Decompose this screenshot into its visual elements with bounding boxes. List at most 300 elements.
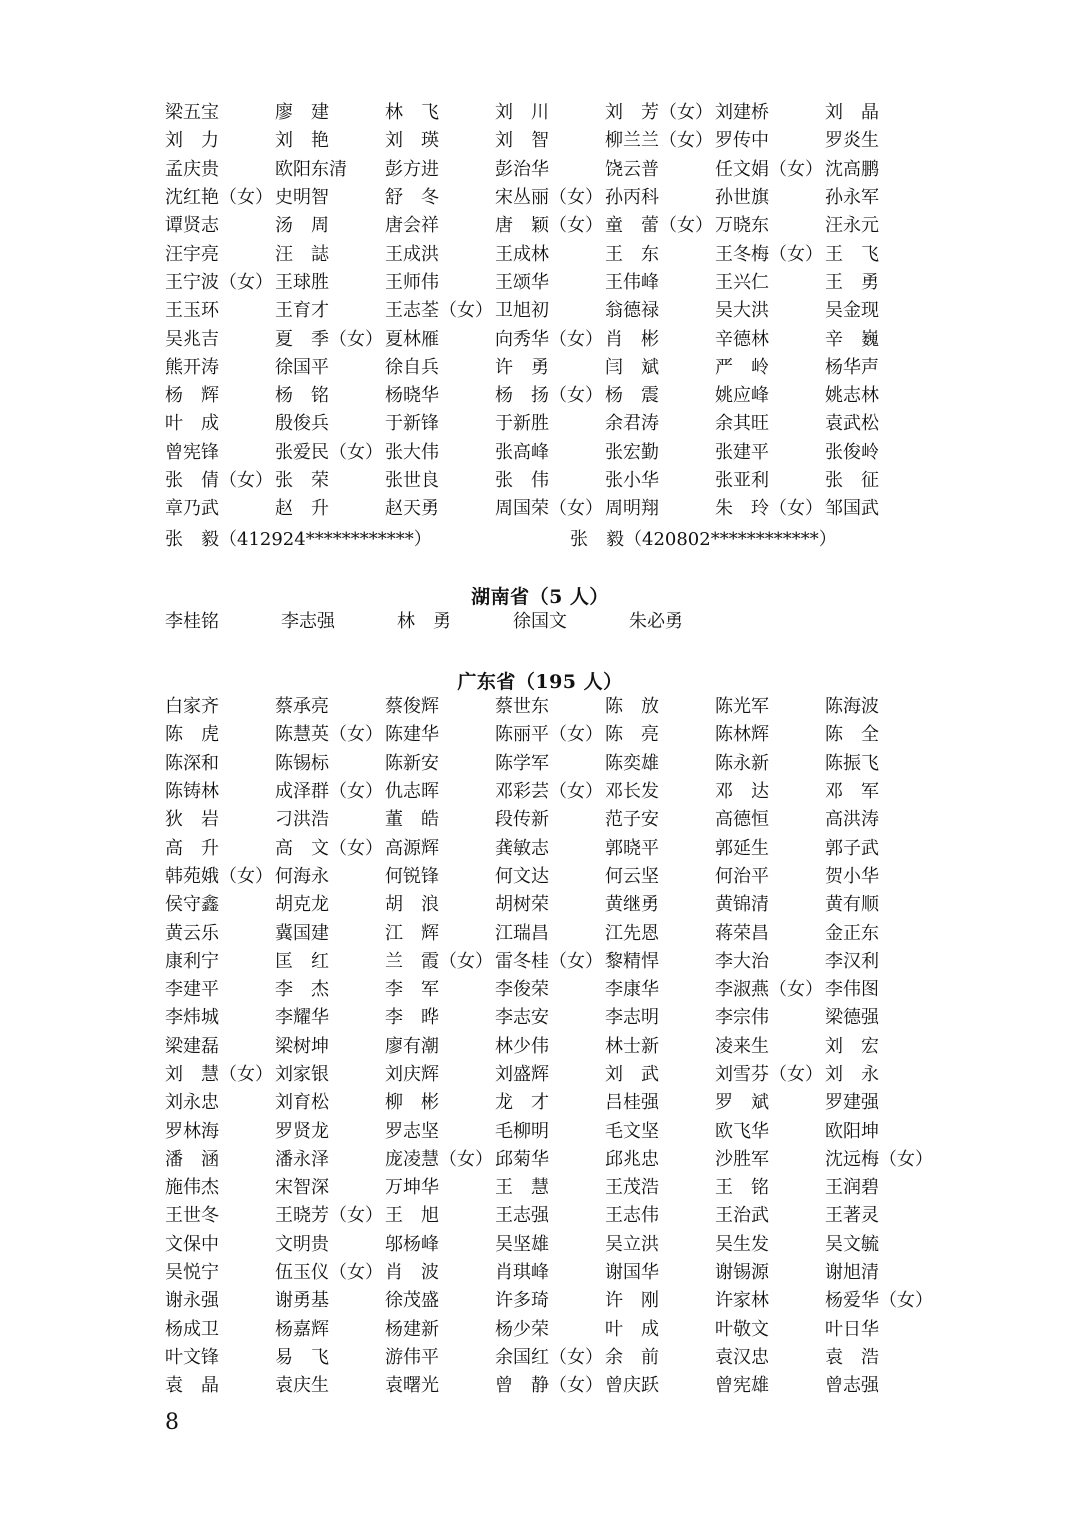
name-cell: 庞凌慧（女） (385, 1148, 493, 1170)
name-cell: 许多琦 (495, 1290, 549, 1312)
name-cell: 陈永新 (715, 752, 769, 774)
name-row (165, 127, 935, 155)
name-cell: 史明智 (275, 187, 329, 209)
name-cell: 邓 军 (825, 781, 879, 803)
name-cell: 胡 浪 (385, 894, 439, 916)
name-cell: 汪 誌 (275, 243, 329, 265)
name-cell: 刘 智 (495, 130, 549, 152)
name-cell: 王宁波（女） (165, 271, 273, 293)
name-cell: 邓 达 (715, 781, 769, 803)
name-cell: 李汉利 (825, 950, 879, 972)
name-cell: 康利宁 (165, 950, 219, 972)
name-cell: 林 飞 (385, 102, 439, 124)
name-cell: 吴大洪 (715, 300, 769, 322)
name-cell: 刘 慧（女） (165, 1064, 273, 1085)
name-cell: 邱菊华 (495, 1148, 549, 1170)
name-cell: 陈 亮 (605, 724, 659, 746)
name-cell: 张世良 (385, 470, 439, 491)
name-cell: 翁德禄 (605, 300, 659, 322)
name-cell: 王志强 (495, 1205, 549, 1227)
name-cell: 杨成卫 (165, 1318, 219, 1340)
name-cell: 刘育松 (275, 1092, 329, 1114)
name-cell: 梁树坤 (275, 1035, 329, 1057)
name-cell: 陈锡标 (275, 752, 329, 774)
name-row (165, 269, 935, 297)
name-row (165, 495, 935, 523)
name-row (165, 806, 935, 834)
name-cell: 余君涛 (605, 413, 659, 435)
name-cell: 杨晓华 (385, 385, 439, 407)
name-cell: 朱 玲（女） (715, 498, 823, 520)
name-cell: 何云坚 (605, 865, 659, 887)
name-cell: 王球胜 (275, 271, 329, 293)
name-list-section-2 (165, 608, 935, 636)
name-cell: 欧飞华 (715, 1120, 769, 1142)
special-entry-2: 张 毅（420802************） (570, 529, 837, 550)
name-cell: 游伟平 (385, 1346, 439, 1368)
name-cell: 吴悦宁 (165, 1262, 219, 1284)
name-cell: 殷俊兵 (275, 413, 329, 435)
name-row (165, 156, 935, 184)
name-cell: 唐会祥 (385, 215, 439, 237)
name-cell: 杨华声 (825, 356, 879, 378)
name-cell: 杨爱华（女） (825, 1290, 933, 1312)
name-cell: 王成林 (495, 243, 549, 265)
name-cell: 李 军 (385, 979, 439, 1001)
name-cell: 罗 斌 (715, 1092, 769, 1114)
name-cell: 沈远梅（女） (825, 1148, 933, 1170)
name-cell: 高 升 (165, 837, 219, 859)
name-cell: 文明贵 (275, 1233, 329, 1255)
name-cell: 侯守鑫 (165, 894, 219, 916)
name-cell: 谭贤志 (165, 215, 219, 237)
name-cell: 徐国平 (275, 356, 329, 378)
name-cell: 李耀华 (275, 1007, 329, 1029)
name-cell: 潘 涵 (165, 1148, 219, 1170)
name-cell: 辛德林 (715, 328, 769, 350)
name-cell: 王成洪 (385, 243, 439, 265)
name-row (165, 1287, 935, 1315)
name-cell: 王晓芳（女） (275, 1205, 383, 1227)
name-cell: 张 征 (825, 470, 879, 491)
name-cell: 廖 建 (275, 102, 329, 124)
name-cell: 张俊岭 (825, 441, 879, 463)
name-cell: 李康华 (605, 979, 659, 1001)
name-cell: 宋丛丽（女） (495, 187, 603, 209)
name-row (165, 834, 935, 862)
name-cell: 叶文锋 (165, 1346, 219, 1368)
section-heading-guangdong: 广东省（195 人） (457, 671, 623, 693)
name-cell: 邓彩芸（女） (495, 781, 603, 803)
name-cell: 孙永军 (825, 187, 879, 209)
name-cell: 舒 冬 (385, 187, 439, 209)
name-cell: 柳兰兰（女） (605, 130, 713, 152)
name-row (165, 1033, 935, 1061)
name-cell: 汪永元 (825, 215, 879, 237)
name-cell: 刘永忠 (165, 1092, 219, 1114)
name-cell: 江 辉 (385, 922, 439, 944)
name-cell: 黎精悍 (605, 950, 659, 972)
name-row (165, 1202, 935, 1230)
name-cell: 闫 斌 (605, 356, 659, 378)
name-cell: 徐茂盛 (385, 1290, 439, 1312)
name-cell: 李 晔 (385, 1007, 439, 1029)
name-cell: 肖 彬 (605, 328, 659, 350)
name-cell: 王 旭 (385, 1205, 439, 1227)
name-cell: 余 前 (605, 1346, 659, 1368)
name-cell: 杨建新 (385, 1318, 439, 1340)
name-cell: 高 文（女） (275, 837, 383, 859)
name-cell: 吴坚雄 (495, 1233, 549, 1255)
name-cell: 陈丽平（女） (495, 724, 603, 746)
name-cell: 王 东 (605, 243, 659, 265)
name-cell: 陈奕雄 (605, 752, 659, 774)
name-cell: 龚敏志 (495, 837, 549, 859)
name-cell: 沈红艳（女） (165, 187, 273, 209)
name-cell: 邱兆忠 (605, 1148, 659, 1170)
name-cell: 吴兆吉 (165, 328, 219, 350)
name-cell: 易 飞 (275, 1346, 329, 1368)
name-cell: 王育才 (275, 300, 329, 322)
name-row (165, 1372, 935, 1400)
name-cell: 李桂铭 (165, 611, 219, 633)
name-row (165, 778, 935, 806)
name-cell: 曾宪锋 (165, 441, 219, 463)
name-cell: 陈 全 (825, 724, 879, 746)
name-cell: 余国红（女） (495, 1346, 603, 1368)
name-cell: 成泽群（女） (275, 781, 383, 803)
name-cell: 任文娟（女） (715, 158, 823, 180)
name-cell: 罗志坚 (385, 1120, 439, 1142)
name-cell: 汤 周 (275, 215, 329, 237)
name-row (165, 721, 935, 749)
name-cell: 张宏勤 (605, 441, 659, 463)
name-cell: 杨 铭 (275, 385, 329, 407)
name-cell: 万晓东 (715, 215, 769, 237)
name-cell: 王 飞 (825, 243, 879, 265)
name-cell: 冀国建 (275, 922, 329, 944)
name-cell: 熊开涛 (165, 356, 219, 378)
name-cell: 徐国文 (513, 611, 567, 633)
name-cell: 袁 浩 (825, 1346, 879, 1368)
name-cell: 张 伟 (495, 470, 549, 491)
name-cell: 江先恩 (605, 922, 659, 944)
name-cell: 吴文毓 (825, 1233, 879, 1255)
name-cell: 陈建华 (385, 724, 439, 746)
name-cell: 杨 震 (605, 385, 659, 407)
name-cell: 李俊荣 (495, 979, 549, 1001)
name-cell: 林少伟 (495, 1035, 549, 1057)
name-cell: 刁洪浩 (275, 809, 329, 831)
name-cell: 曾 静（女） (495, 1375, 603, 1397)
name-cell: 陈铸林 (165, 781, 219, 803)
name-cell: 何文达 (495, 865, 549, 887)
name-cell: 肖琪峰 (495, 1262, 549, 1284)
name-cell: 杨 扬（女） (495, 385, 603, 407)
name-cell: 李炜城 (165, 1007, 219, 1029)
name-row (165, 354, 935, 382)
name-cell: 柳 彬 (385, 1092, 439, 1114)
name-cell: 刘 川 (495, 102, 549, 124)
name-cell: 江瑞昌 (495, 922, 549, 944)
name-cell: 王颂华 (495, 271, 549, 293)
name-cell: 辛 巍 (825, 328, 879, 350)
name-cell: 夏 季（女） (275, 328, 383, 350)
name-cell: 王著灵 (825, 1205, 879, 1227)
name-cell: 何海永 (275, 865, 329, 887)
name-cell: 彭方进 (385, 158, 439, 180)
name-cell: 许家林 (715, 1290, 769, 1312)
name-cell: 兰 霞（女） (385, 950, 493, 972)
name-cell: 白家齐 (165, 696, 219, 718)
name-cell: 蔡俊辉 (385, 696, 439, 718)
name-cell: 刘家银 (275, 1064, 329, 1085)
name-cell: 杨嘉辉 (275, 1318, 329, 1340)
name-cell: 于新锋 (385, 413, 439, 435)
name-cell: 张 倩（女） (165, 470, 273, 491)
name-cell: 罗林海 (165, 1120, 219, 1142)
name-cell: 龙 才 (495, 1092, 549, 1114)
name-cell: 林 勇 (397, 611, 451, 633)
name-cell: 罗传中 (715, 130, 769, 152)
name-cell: 袁庆生 (275, 1375, 329, 1397)
name-cell: 陈深和 (165, 752, 219, 774)
name-cell: 罗炎生 (825, 130, 879, 152)
name-cell: 陈海波 (825, 696, 879, 718)
name-cell: 仇志晖 (385, 781, 439, 803)
name-cell: 梁五宝 (165, 102, 219, 124)
name-cell: 金正东 (825, 922, 879, 944)
name-cell: 吴金现 (825, 300, 879, 322)
name-cell: 王茂浩 (605, 1177, 659, 1199)
name-cell: 张小华 (605, 470, 659, 491)
name-cell: 卫旭初 (495, 300, 549, 322)
name-cell: 杨少荣 (495, 1318, 549, 1340)
name-row (165, 891, 935, 919)
name-cell: 曾宪雄 (715, 1375, 769, 1397)
name-cell: 许 刚 (605, 1290, 659, 1312)
name-cell: 高德恒 (715, 809, 769, 831)
name-cell: 吕桂强 (605, 1092, 659, 1114)
name-row (165, 382, 935, 410)
name-cell: 文保中 (165, 1233, 219, 1255)
name-cell: 陈慧英（女） (275, 724, 383, 746)
name-row (165, 439, 935, 467)
name-cell: 黄锦清 (715, 894, 769, 916)
name-cell: 童 蕾（女） (605, 215, 713, 237)
name-cell: 严 岭 (715, 356, 769, 378)
name-cell: 毛文坚 (605, 1120, 659, 1142)
name-cell: 饶云普 (605, 158, 659, 180)
name-cell: 袁曙光 (385, 1375, 439, 1397)
name-cell: 彭治华 (495, 158, 549, 180)
name-cell: 向秀华（女） (495, 328, 603, 350)
name-cell: 徐自兵 (385, 356, 439, 378)
name-cell: 张亚利 (715, 470, 769, 491)
name-cell: 陈新安 (385, 752, 439, 774)
name-cell: 韩苑娥（女） (165, 865, 273, 887)
name-cell: 黄云乐 (165, 922, 219, 944)
name-cell: 万坤华 (385, 1177, 439, 1199)
name-cell: 梁德强 (825, 1007, 879, 1029)
name-row (165, 1089, 935, 1117)
name-cell: 叶日华 (825, 1318, 879, 1340)
name-cell: 王世冬 (165, 1205, 219, 1227)
name-row (165, 863, 935, 891)
name-cell: 汪宇亮 (165, 243, 219, 265)
name-cell: 刘 晶 (825, 102, 879, 124)
name-cell: 孙丙科 (605, 187, 659, 209)
name-cell: 何锐锋 (385, 865, 439, 887)
name-cell: 姚志林 (825, 385, 879, 407)
name-cell: 陈 虎 (165, 724, 219, 746)
name-cell: 罗贤龙 (275, 1120, 329, 1142)
name-row (165, 184, 935, 212)
name-cell: 王志伟 (605, 1205, 659, 1227)
name-cell: 袁武松 (825, 413, 879, 435)
name-cell: 张大伟 (385, 441, 439, 463)
name-cell: 唐 颖（女） (495, 215, 603, 237)
name-row (165, 297, 935, 325)
name-cell: 凌来生 (715, 1035, 769, 1057)
name-cell: 刘建桥 (715, 102, 769, 124)
name-cell: 林士新 (605, 1035, 659, 1057)
name-cell: 董 皓 (385, 809, 439, 831)
name-cell: 袁汉忠 (715, 1346, 769, 1368)
name-row (165, 693, 935, 721)
name-cell: 谢旭清 (825, 1262, 879, 1284)
name-cell: 曾庆跃 (605, 1375, 659, 1397)
name-cell: 于新胜 (495, 413, 549, 435)
name-list-section-1 (165, 99, 935, 523)
name-list-section-3 (165, 693, 935, 1400)
name-row (165, 919, 935, 947)
name-cell: 刘盛辉 (495, 1064, 549, 1085)
name-cell: 宋智深 (275, 1177, 329, 1199)
name-row (165, 948, 935, 976)
name-cell: 刘 永 (825, 1064, 879, 1085)
name-cell: 周明翔 (605, 498, 659, 520)
name-cell: 张爱民（女） (275, 441, 383, 463)
name-cell: 王志荃（女） (385, 300, 493, 322)
name-cell: 吴立洪 (605, 1233, 659, 1255)
name-cell: 李大治 (715, 950, 769, 972)
name-cell: 段传新 (495, 809, 549, 831)
name-cell: 沈高鹏 (825, 158, 879, 180)
name-cell: 李志强 (281, 611, 335, 633)
name-cell: 陈学军 (495, 752, 549, 774)
name-row (165, 1259, 935, 1287)
name-cell: 匡 红 (275, 950, 329, 972)
name-row (165, 1316, 935, 1344)
name-cell: 赵天勇 (385, 498, 439, 520)
name-cell: 高源辉 (385, 837, 439, 859)
name-cell: 王师伟 (385, 271, 439, 293)
name-cell: 谢勇基 (275, 1290, 329, 1312)
name-cell: 许 勇 (495, 356, 549, 378)
name-cell: 蔡承亮 (275, 696, 329, 718)
name-cell: 陈 放 (605, 696, 659, 718)
name-cell: 王润碧 (825, 1177, 879, 1199)
name-cell: 雷冬桂（女） (495, 950, 603, 972)
name-cell: 陈光军 (715, 696, 769, 718)
name-row (165, 240, 935, 268)
name-cell: 孟庆贵 (165, 158, 219, 180)
name-cell: 刘 宏 (825, 1035, 879, 1057)
name-row (165, 1344, 935, 1372)
name-cell: 黄有顺 (825, 894, 879, 916)
name-cell: 余其旺 (715, 413, 769, 435)
name-cell: 王 慧 (495, 1177, 549, 1199)
name-cell: 李建平 (165, 979, 219, 1001)
name-cell: 潘永泽 (275, 1148, 329, 1170)
name-cell: 刘 瑛 (385, 130, 439, 152)
name-cell: 刘 力 (165, 130, 219, 152)
name-cell: 谢永强 (165, 1290, 219, 1312)
name-cell: 刘庆辉 (385, 1064, 439, 1085)
name-cell: 王玉环 (165, 300, 219, 322)
name-cell: 胡树荣 (495, 894, 549, 916)
name-cell: 胡克龙 (275, 894, 329, 916)
name-row (165, 325, 935, 353)
name-cell: 袁 晶 (165, 1375, 219, 1397)
name-cell: 何治平 (715, 865, 769, 887)
name-cell: 伍玉仪（女） (275, 1262, 383, 1284)
name-cell: 李 杰 (275, 979, 329, 1001)
name-cell: 刘雪芬（女） (715, 1064, 823, 1085)
name-cell: 狄 岩 (165, 809, 219, 831)
name-cell: 梁建磊 (165, 1035, 219, 1057)
name-row (165, 99, 935, 127)
name-cell: 施伟杰 (165, 1177, 219, 1199)
name-row (165, 1231, 935, 1259)
name-row (165, 212, 935, 240)
name-cell: 邓长发 (605, 781, 659, 803)
name-cell: 范子安 (605, 809, 659, 831)
name-cell: 陈林辉 (715, 724, 769, 746)
name-cell: 毛柳明 (495, 1120, 549, 1142)
name-row (165, 410, 935, 438)
name-cell: 刘 武 (605, 1064, 659, 1085)
name-cell: 王治武 (715, 1205, 769, 1227)
name-row (165, 1061, 935, 1089)
name-row (165, 1146, 935, 1174)
name-cell: 李志明 (605, 1007, 659, 1029)
name-cell: 李宗伟 (715, 1007, 769, 1029)
name-row (165, 1174, 935, 1202)
name-cell: 朱必勇 (629, 611, 683, 633)
name-cell: 王 铭 (715, 1177, 769, 1199)
name-row (165, 1004, 935, 1032)
name-cell: 蔡世东 (495, 696, 549, 718)
name-cell: 郭延生 (715, 837, 769, 859)
name-row (165, 976, 935, 1004)
name-cell: 贺小华 (825, 865, 879, 887)
name-cell: 李伟图 (825, 979, 879, 1001)
name-cell: 郭子武 (825, 837, 879, 859)
name-cell: 欧阳坤 (825, 1120, 879, 1142)
name-cell: 邹国武 (825, 498, 879, 520)
name-cell: 谢锡源 (715, 1262, 769, 1284)
name-cell: 杨 辉 (165, 385, 219, 407)
name-cell: 叶 成 (605, 1318, 659, 1340)
name-row (165, 1117, 935, 1145)
name-cell: 沙胜军 (715, 1148, 769, 1170)
name-row (165, 608, 935, 636)
name-cell: 张高峰 (495, 441, 549, 463)
name-cell: 叶敬文 (715, 1318, 769, 1340)
name-cell: 谢国华 (605, 1262, 659, 1284)
